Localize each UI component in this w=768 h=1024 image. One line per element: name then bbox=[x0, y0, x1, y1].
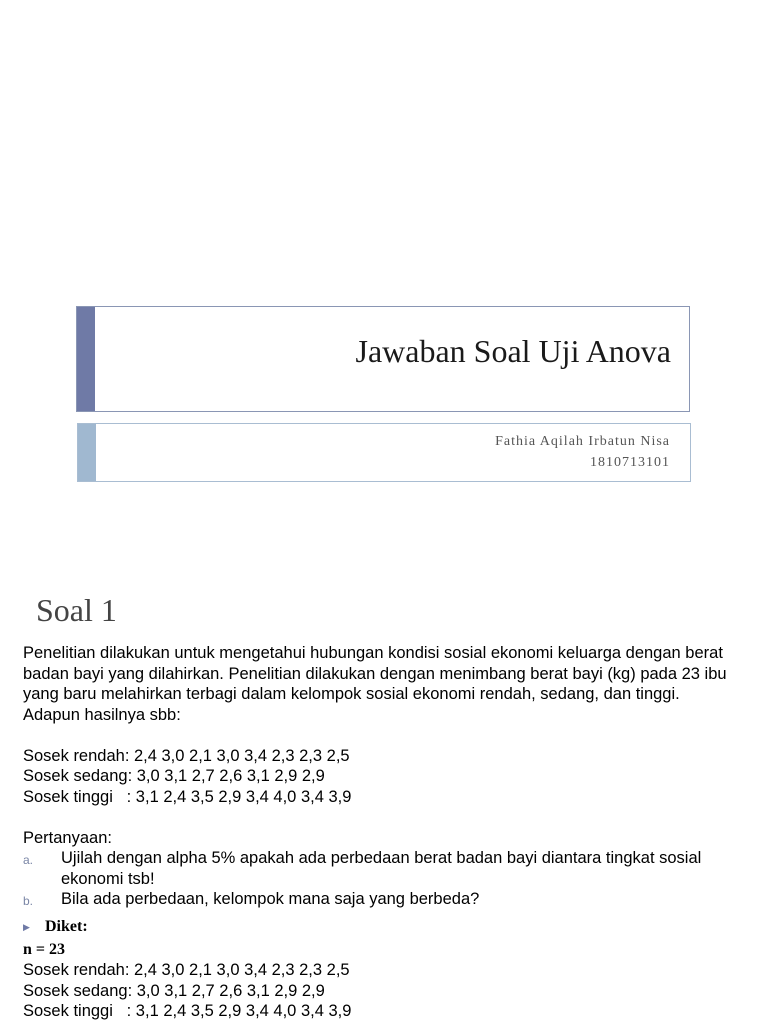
data-line-tinggi: Sosek tinggi : 3,1 2,4 3,5 2,9 3,4 4,0 3,4 3,9 bbox=[23, 787, 352, 806]
soal-content bbox=[23, 643, 758, 1022]
list-marker: a. bbox=[23, 853, 34, 867]
triangle-bullet-icon: ▶ bbox=[23, 922, 30, 933]
title-box bbox=[76, 306, 690, 412]
student-id: 1810713101 bbox=[590, 455, 670, 470]
subtitle-accent-bar bbox=[78, 424, 96, 481]
subtitle-box bbox=[77, 423, 691, 482]
intro-line: Penelitian dilakukan untuk mengetahui hubungan kondisi sosial ekonomi keluarga dengan berat bbox=[23, 644, 723, 662]
intro-line: Adapun hasilnya sbb: bbox=[23, 705, 181, 724]
diket-line-sedang: Sosek sedang: 3,0 3,1 2,7 2,6 3,1 2,9 2,9 bbox=[23, 981, 325, 1000]
diket-line-rendah: Sosek rendah: 2,4 3,0 2,1 3,0 3,4 2,3 2,3 2,5 bbox=[23, 961, 350, 979]
question-label: Pertanyaan: bbox=[23, 828, 112, 847]
question-text: Ujilah dengan alpha 5% apakah ada perbedaan berat badan bayi diantara tingkat sosial ekonomi tsb! bbox=[61, 849, 702, 888]
intro-line: badan bayi yang dilahirkan. Penelitian dilakukan dengan menimbang berat bayi (kg) pada 23 ibu bbox=[23, 664, 727, 683]
diket-line-tinggi: Sosek tinggi : 3,1 2,4 3,5 2,9 3,4 4,0 3,4 3,9 bbox=[23, 1002, 352, 1020]
list-marker: b. bbox=[23, 894, 34, 908]
soal-heading: Soal 1 bbox=[36, 592, 117, 628]
n-line: n = 23 bbox=[23, 940, 66, 958]
subtitle-block bbox=[495, 431, 670, 473]
slide-title: Jawaban Soal Uji Anova bbox=[355, 333, 671, 369]
list-item bbox=[23, 848, 758, 889]
data-line-rendah: Sosek rendah: 2,4 3,0 2,1 3,0 3,4 2,3 2,3 2,5 bbox=[23, 746, 350, 765]
intro-line: yang baru melahirkan terbagi dalam kelompok sosial ekonomi rendah, sedang, dan tinggi. bbox=[23, 685, 680, 703]
title-accent-bar bbox=[77, 307, 95, 411]
diket-row bbox=[23, 916, 758, 940]
author-name: Fathia Aqilah Irbatun Nisa bbox=[495, 434, 670, 449]
diket-label: Diket: bbox=[45, 918, 88, 936]
question-text: Bila ada perbedaan, kelompok mana saja yang berbeda? bbox=[61, 890, 480, 908]
data-line-sedang: Sosek sedang: 3,0 3,1 2,7 2,6 3,1 2,9 2,9 bbox=[23, 767, 325, 785]
list-item bbox=[23, 889, 758, 912]
